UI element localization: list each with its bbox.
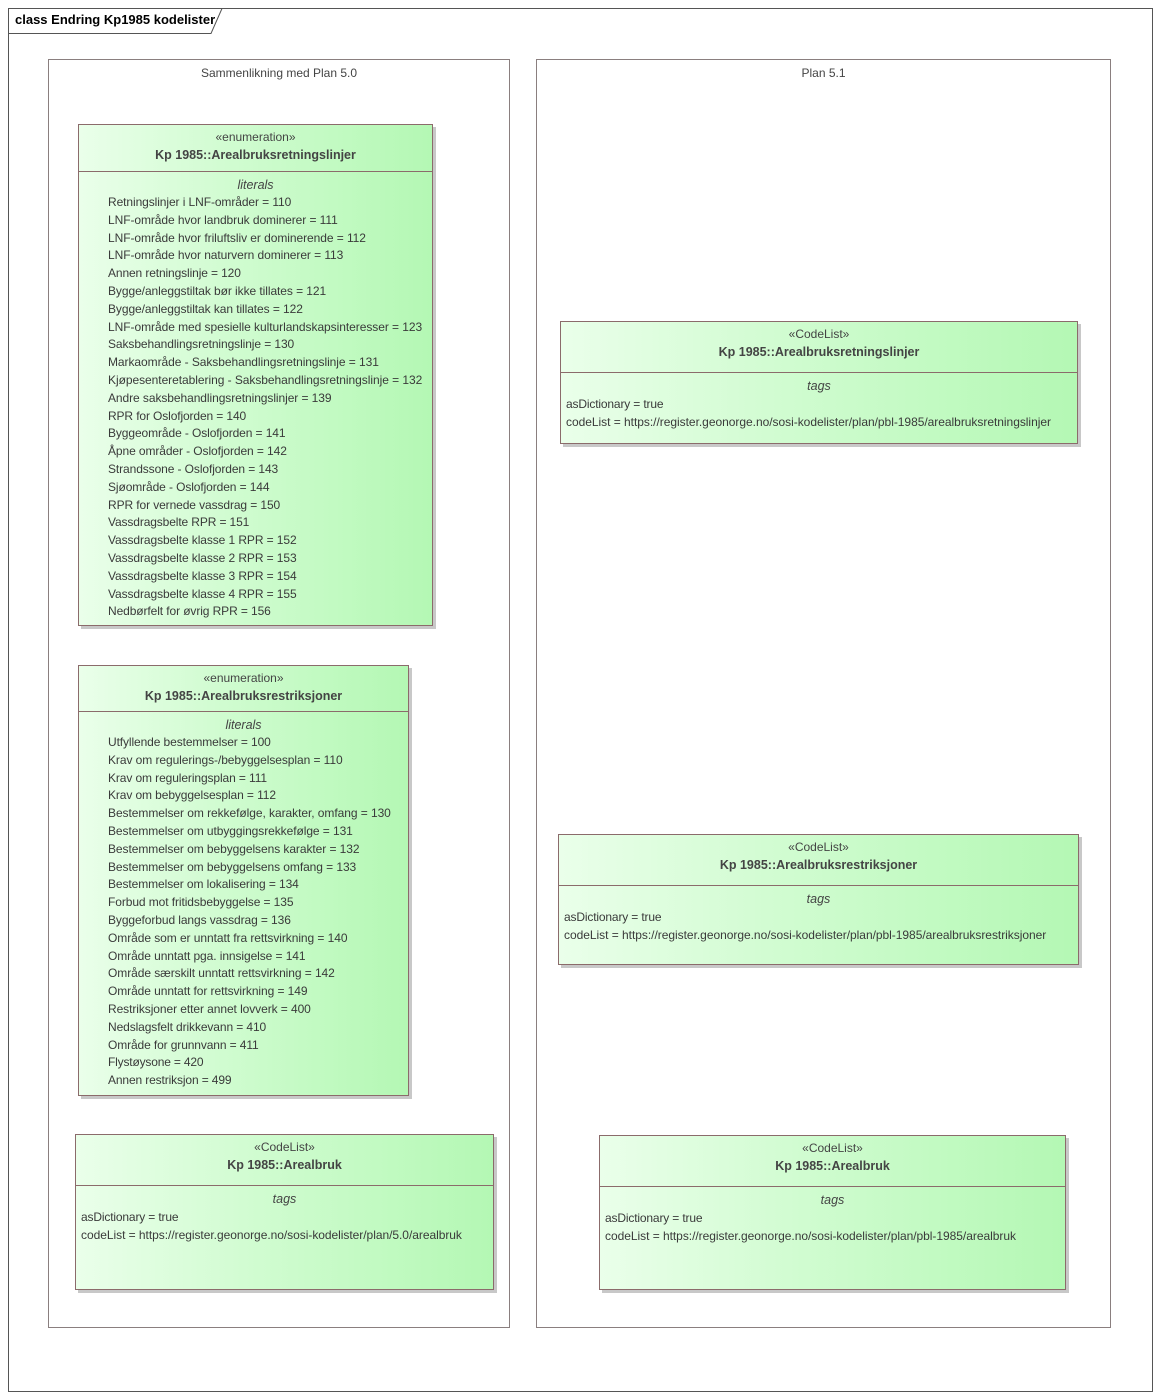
package-right-label: Plan 5.1 <box>801 66 846 80</box>
section-label: literals <box>237 178 274 192</box>
enum-literal: Forbud mot fritidsbebyggelse = 135 <box>108 895 294 910</box>
class-stereotype: «CodeList» <box>788 840 849 854</box>
class-stereotype: «CodeList» <box>802 1141 863 1155</box>
enumeration-arealbruksretningslinjer[interactable] <box>78 124 433 626</box>
section-label: tags <box>820 1193 845 1207</box>
enum-literal: Byggeområde - Oslofjorden = 141 <box>108 426 286 441</box>
class-header <box>79 125 432 172</box>
tag-value: codeList = https://register.geonorge.no/sosi-kodelister/plan/pbl-1985/arealbruksretningslinjer <box>566 415 1051 429</box>
enum-literal: Vassdragsbelte klasse 1 RPR = 152 <box>108 533 297 548</box>
enum-literal: LNF-område hvor landbruk dominerer = 111 <box>108 212 338 227</box>
enum-literal: Område særskilt unntatt rettsvirkning = 142 <box>108 966 335 981</box>
class-name: Kp 1985::Arealbruksrestriksjoner <box>144 689 343 703</box>
enum-literal: Restriksjoner etter annet lovverk = 400 <box>108 1001 311 1016</box>
class-header <box>79 666 408 712</box>
enumeration-arealbruksrestriksjoner[interactable] <box>78 665 409 1096</box>
section-label: tags <box>806 892 831 906</box>
enum-literal: Vassdragsbelte klasse 3 RPR = 154 <box>108 568 297 583</box>
class-name: Kp 1985::Arealbruksretningslinjer <box>155 148 356 162</box>
enum-literal: Saksbehandlingsretningslinje = 130 <box>108 337 295 352</box>
section-label: literals <box>225 718 262 732</box>
enum-literal: Strandssone - Oslofjorden = 143 <box>108 461 279 476</box>
enum-literal: LNF-område med spesielle kulturlandskapsinteresser = 123 <box>108 319 423 334</box>
enum-literal: Bestemmelser om bebyggelsens karakter = 132 <box>108 841 360 856</box>
tag-value: asDictionary = true <box>566 397 664 411</box>
enum-literal: Åpne områder - Oslofjorden = 142 <box>108 444 287 459</box>
tag-value: codeList = https://register.geonorge.no/sosi-kodelister/plan/pbl-1985/arealbruksrestriksjoner <box>564 928 1047 942</box>
diagram-title: class Endring Kp1985 kodelister <box>15 12 216 27</box>
enum-literal: Vassdragsbelte RPR = 151 <box>108 515 250 530</box>
class-name: Kp 1985::Arealbruk <box>227 1158 342 1172</box>
tag-list <box>559 908 1078 944</box>
enum-literal: Andre saksbehandlingsretningslinjer = 139 <box>108 390 332 405</box>
tag-value: codeList = https://register.geonorge.no/sosi-kodelister/plan/5.0/arealbruk <box>81 1228 462 1242</box>
enum-literal: Bygge/anleggstiltak bør ikke tillates = 121 <box>108 283 327 298</box>
class-header <box>76 1135 493 1186</box>
codelist-arealbruksretningslinjer[interactable] <box>560 321 1078 444</box>
enum-literal: Bestemmelser om rekkefølge, karakter, omfang = 130 <box>108 806 391 821</box>
class-stereotype: «enumeration» <box>215 130 296 144</box>
enum-literal: Annen retningslinje = 120 <box>108 266 241 281</box>
enum-literal: Vassdragsbelte klasse 4 RPR = 155 <box>108 586 297 601</box>
tag-value: codeList = https://register.geonorge.no/sosi-kodelister/plan/pbl-1985/arealbruk <box>605 1229 1016 1243</box>
codelist-arealbruk-pbl1985[interactable] <box>599 1135 1066 1290</box>
section-label: tags <box>807 379 831 393</box>
enum-literal: Krav om regulerings-/bebyggelsesplan = 110 <box>108 752 343 767</box>
tag-list <box>561 395 1077 431</box>
enum-literal: LNF-område hvor naturvern dominerer = 113 <box>108 248 344 263</box>
enum-literal: Vassdragsbelte klasse 2 RPR = 153 <box>108 550 297 565</box>
tag-value: asDictionary = true <box>564 910 662 924</box>
tag-list <box>600 1209 1065 1245</box>
enum-literal: Retningslinjer i LNF-områder = 110 <box>108 195 292 209</box>
enum-literal: Utfyllende bestemmelser = 100 <box>108 735 271 749</box>
class-header <box>561 322 1077 373</box>
class-stereotype: «CodeList» <box>788 327 850 341</box>
class-stereotype: «CodeList» <box>254 1140 315 1154</box>
enum-literal: Krav om reguleringsplan = 111 <box>108 770 267 785</box>
enum-literal: Bestemmelser om lokalisering = 134 <box>108 877 299 892</box>
enum-literal: Område for grunnvann = 411 <box>108 1037 259 1052</box>
codelist-arealbruksrestriksjoner[interactable] <box>558 834 1079 965</box>
enum-literal: Byggeforbud langs vassdrag = 136 <box>108 912 291 927</box>
class-name: Kp 1985::Arealbruk <box>775 1159 890 1173</box>
class-name: Kp 1985::Arealbruksretningslinjer <box>718 345 920 359</box>
class-header <box>600 1136 1065 1187</box>
enum-literal: Nedslagsfelt drikkevann = 410 <box>108 1019 267 1034</box>
class-name: Kp 1985::Arealbruksrestriksjoner <box>719 858 918 872</box>
enum-literal: Område unntatt for rettsvirkning = 149 <box>108 984 308 999</box>
enum-literal: Bestemmelser om bebyggelsens omfang = 133 <box>108 859 357 874</box>
enum-literal: Markaområde - Saksbehandlingsretningslinje = 131 <box>108 355 379 370</box>
tag-value: asDictionary = true <box>605 1211 703 1225</box>
literal-list <box>79 734 408 1090</box>
tag-value: asDictionary = true <box>81 1210 179 1224</box>
class-stereotype: «enumeration» <box>203 671 284 685</box>
enum-literal: RPR for vernede vassdrag = 150 <box>108 497 281 512</box>
section-label: tags <box>272 1192 297 1206</box>
codelist-arealbruk-plan50[interactable] <box>75 1134 494 1290</box>
enum-literal: Krav om bebyggelsesplan = 112 <box>108 788 276 803</box>
literal-list <box>79 194 432 621</box>
enum-literal: Annen restriksjon = 499 <box>108 1073 232 1088</box>
enum-literal: Område som er unntatt fra rettsvirkning = 140 <box>108 930 348 945</box>
package-left-label: Sammenlikning med Plan 5.0 <box>200 66 358 80</box>
enum-literal: Nedbørfelt for øvrig RPR = 156 <box>108 604 271 619</box>
enum-literal: Kjøpesenteretablering - Saksbehandlingsretningslinje = 132 <box>108 372 423 387</box>
enum-literal: RPR for Oslofjorden = 140 <box>108 408 247 423</box>
enum-literal: Flystøysone = 420 <box>108 1055 204 1070</box>
enum-literal: Bestemmelser om utbyggingsrekkefølge = 131 <box>108 823 353 838</box>
enum-literal: LNF-område hvor friluftsliv er dominerende = 112 <box>108 230 366 245</box>
enum-literal: Bygge/anleggstiltak kan tillates = 122 <box>108 301 303 316</box>
class-header <box>559 835 1078 886</box>
enum-literal: Område unntatt pga. innsigelse = 141 <box>108 948 306 963</box>
tag-list <box>76 1208 493 1244</box>
enum-literal: Sjøområde - Oslofjorden = 144 <box>108 479 270 494</box>
